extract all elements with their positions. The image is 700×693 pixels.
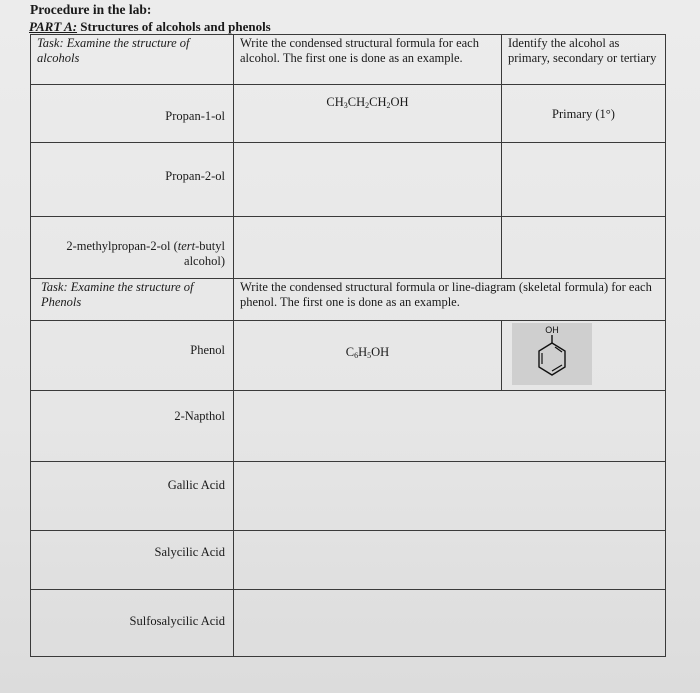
table-row (31, 321, 666, 391)
phenol-formula-cell[interactable] (234, 531, 666, 590)
phenol-name: Phenol (31, 321, 234, 391)
alcohols-task-header: Task: Examine the structure of alcohols (31, 35, 234, 85)
part-heading (29, 19, 271, 35)
phenol-structure-cell (502, 321, 666, 391)
structures-table (30, 34, 666, 657)
phenol-formula-cell[interactable] (234, 391, 666, 462)
phenols-header-row (31, 279, 666, 321)
alcohol-name: Propan-2-ol (31, 143, 234, 217)
phenol-name: Gallic Acid (31, 462, 234, 531)
alcohol-type[interactable]: Primary (1°) (502, 85, 666, 143)
phenol-name: 2-Napthol (31, 391, 234, 462)
benzene-ring-icon (512, 323, 592, 385)
alcohol-name: 2-methylpropan-2-ol (tert-butyl alcohol) (31, 217, 234, 279)
alcohol-name: Propan-1-ol (31, 85, 234, 143)
alcohols-header-row (31, 35, 666, 85)
table-row (31, 391, 666, 462)
alcohol-type-cell[interactable] (502, 143, 666, 217)
procedure-title: Procedure in the lab: (30, 2, 152, 17)
table-row (31, 462, 666, 531)
phenol-formula: $C_6H_5OH$ (345, 345, 390, 360)
alcohols-formula-header: Write the condensed structural formula for each alcohol. The first one is done as an example. (234, 35, 502, 85)
table-row (31, 143, 666, 217)
alcohol-formula-cell[interactable] (234, 217, 502, 279)
table-row (31, 85, 666, 143)
alcohol-type-cell[interactable] (502, 217, 666, 279)
phenols-task-header: Task: Examine the structure of Phenols (31, 279, 234, 321)
table-row (31, 590, 666, 657)
alcohol-formula: $CH_3CH_2CH_2OH$ (326, 95, 409, 110)
table-row (31, 217, 666, 279)
alcohol-formula-cell[interactable] (234, 143, 502, 217)
phenol-formula-cell[interactable] (234, 590, 666, 657)
hydroxyl-label: OH (545, 325, 559, 335)
phenol-name: Salycilic Acid (31, 531, 234, 590)
part-title: Structures of alcohols and phenols (80, 19, 271, 34)
part-label: PART A: (29, 19, 78, 34)
table-row (31, 531, 666, 590)
alcohol-formula-cell[interactable] (234, 85, 502, 143)
phenol-formula-cell[interactable] (234, 321, 502, 391)
phenols-formula-header: Write the condensed structural formula or line-diagram (skeletal formula) for each phenol. The first one is done as an example. (234, 279, 666, 321)
phenol-structure (512, 323, 592, 385)
alcohols-type-header: Identify the alcohol as primary, secondary or tertiary (502, 35, 666, 85)
phenol-formula-cell[interactable] (234, 462, 666, 531)
phenol-name: Sulfosalycilic Acid (31, 590, 234, 657)
